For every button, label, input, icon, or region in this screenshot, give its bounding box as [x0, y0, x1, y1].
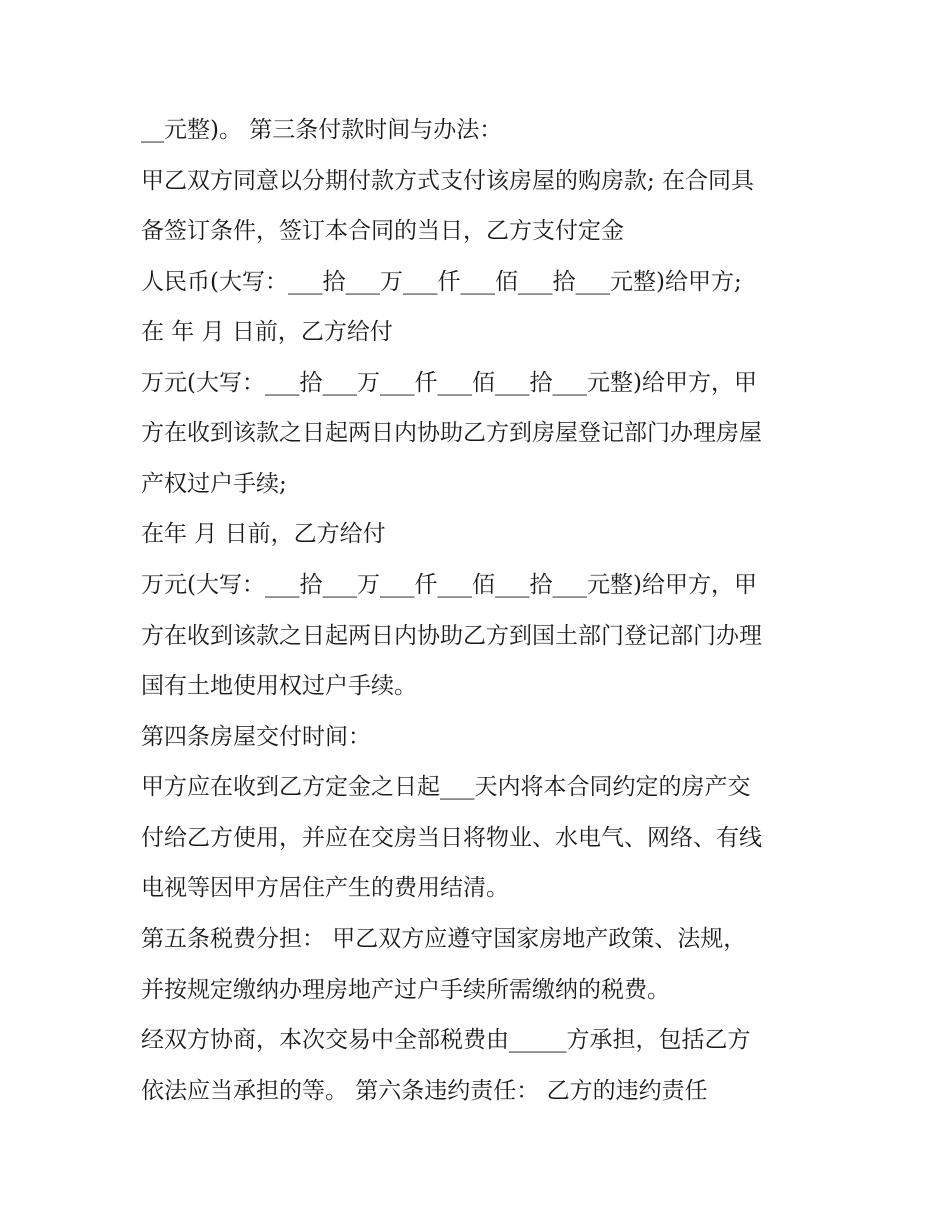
text-line: 在 年 月 日前，乙方给付	[141, 319, 393, 345]
text-line: 方在收到该款之日起两日内协助乙方到房屋登记部门办理房屋	[141, 420, 762, 446]
text-line: 万元(大写：___拾___万___仟___佰___拾___元整)给甲方，甲	[141, 572, 757, 598]
text-line: 备签订条件，签订本合同的当日，乙方支付定金	[141, 218, 624, 244]
text-line: 依法应当承担的等。 第六条违约责任： 乙方的违约责任	[141, 1078, 708, 1104]
text-line: 万元(大写：___拾___万___仟___佰___拾___元整)给甲方，甲	[141, 370, 757, 396]
text-line: 第五条税费分担： 甲乙双方应遵守国家房地产政策、法规，	[141, 926, 747, 952]
text-line: 经双方协商，本次交易中全部税费由_____方承担，包括乙方	[141, 1027, 751, 1053]
text-line: 方在收到该款之日起两日内协助乙方到国土部门登记部门办理	[141, 623, 762, 649]
text-line: 付给乙方使用，并应在交房当日将物业、水电气、网络、有线	[141, 825, 762, 851]
text-line: 国有土地使用权过户手续。	[141, 673, 417, 699]
text-line: 人民币(大写：___拾___万___仟___佰___拾___元整)给甲方;	[141, 269, 742, 295]
text-line: __元整)。 第三条付款时间与办法：	[141, 117, 503, 143]
text-line: 第四条房屋交付时间：	[141, 724, 371, 750]
text-line: 在年 月 日前，乙方给付	[141, 521, 386, 547]
text-line: 甲方应在收到乙方定金之日起___天内将本合同约定的房产交	[141, 774, 751, 800]
text-line: 并按规定缴纳办理房地产过户手续所需缴纳的税费。	[141, 977, 670, 1003]
text-line: 甲乙双方同意以分期付款方式支付该房屋的购房款; 在合同具	[141, 168, 755, 194]
text-line: 产权过户手续;	[141, 471, 287, 497]
text-line: 电视等因甲方居住产生的费用结清。	[141, 875, 509, 901]
